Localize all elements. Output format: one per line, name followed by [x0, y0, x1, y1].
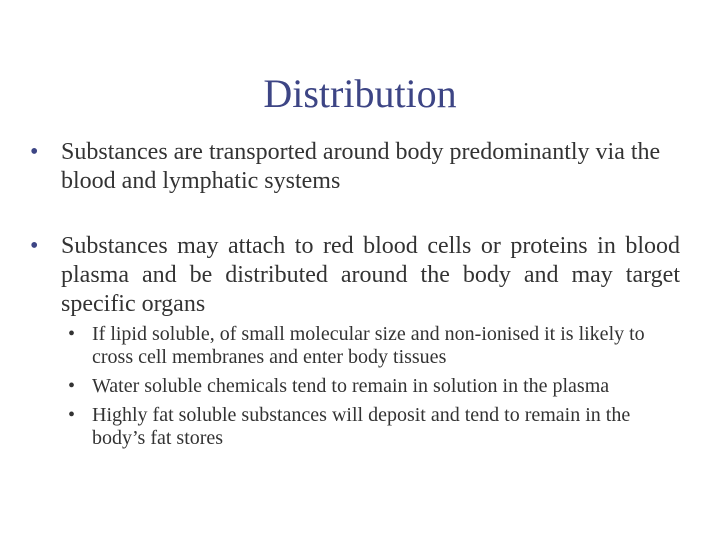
sub-bullet-text: Water soluble chemicals tend to remain in solution in the plasma — [92, 375, 610, 397]
sub-bullet-text: Highly fat soluble substances will deposit and tend to remain in the body’s fat stores — [92, 404, 631, 449]
sub-bullet-item — [61, 375, 680, 398]
sub-bullet-marker-icon: • — [68, 375, 76, 397]
bullet-text: Substances may attach to red blood cells or proteins in blood plasma and be distributed around the body and may target specific organs — [61, 233, 680, 317]
sub-bullet-marker-icon: • — [68, 404, 76, 426]
sub-bullet-text: If lipid soluble, of small molecular size and non-ionised it is likely to cross cell membranes and enter body tissues — [92, 323, 645, 368]
sub-bullet-list — [61, 323, 680, 450]
bullet-marker-icon: • — [30, 233, 39, 259]
bullet-item — [30, 138, 680, 196]
bullet-item — [30, 232, 680, 450]
slide-title: Distribution — [263, 71, 457, 116]
sub-bullet-item — [61, 404, 680, 450]
bullet-list — [30, 138, 680, 456]
sub-bullet-marker-icon: • — [68, 323, 76, 345]
sub-bullet-item — [61, 323, 680, 369]
bullet-marker-icon: • — [30, 139, 39, 165]
bullet-text: Substances are transported around body predominantly via the blood and lymphatic systems — [61, 139, 661, 194]
